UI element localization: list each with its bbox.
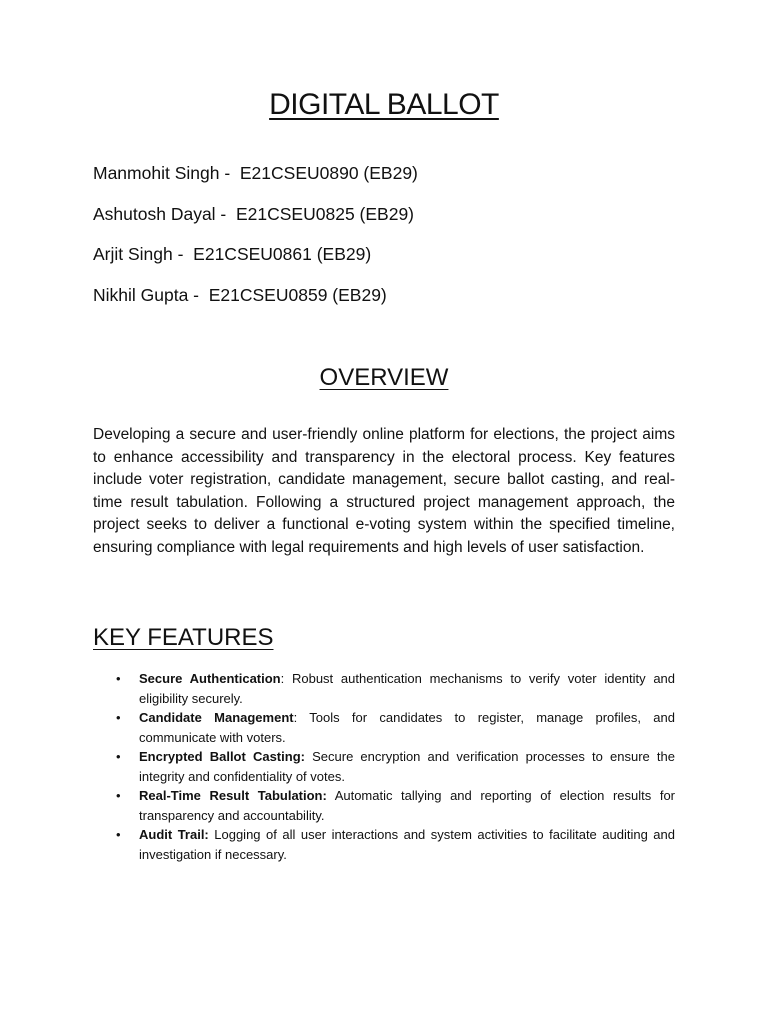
team-member: Nikhil Gupta - E21CSEU0859 (EB29) [93,284,387,305]
bullet-icon: • [116,710,121,725]
feature-description: : Robust authentication mechanisms to verify voter identity and eligibility securely. [139,671,676,706]
overview-paragraph: Developing a secure and user-friendly online platform for elections, the project aims to enhance accessibility and transparency in the electoral process. Key features include voter registration, candidate management, secure ballot casting, and real-time result tabulation. Following a structured project management approach, the project seeks to deliver a functional e-voting system within the specified timeline, ensuring compliance with legal requirements and high levels of user satisfaction. [93,426,675,556]
bullet-icon: • [116,749,121,764]
document-title: DIGITAL BALLOT [269,88,499,121]
feature-item [116,786,675,825]
team-member: Arjit Singh - E21CSEU0861 (EB29) [93,244,372,264]
feature-item [116,708,675,747]
feature-term: Candidate Management [139,710,294,725]
team-members-list [93,160,418,322]
feature-description: Automatic tallying and reporting of election results for transparency and accountability. [139,788,675,823]
bullet-icon: • [116,788,121,803]
feature-item [116,825,675,864]
feature-term: Secure Authentication [139,671,281,686]
team-member: Ashutosh Dayal - E21CSEU0825 (EB29) [93,203,414,224]
overview-heading: OVERVIEW [319,364,449,391]
feature-term: Real-Time Result Tabulation: [139,788,327,803]
team-member: Manmohit Singh - E21CSEU0890 (EB29) [93,163,418,183]
feature-description: : Tools for candidates to register, manage profiles, and communicate with voters. [139,710,675,745]
feature-item [116,669,676,708]
key-features-list [116,669,676,864]
feature-description: Logging of all user interactions and system activities to facilitate auditing and investigation if necessary. [139,827,675,862]
feature-description: Secure encryption and verification processes to ensure the integrity and confidentiality of votes. [139,749,675,784]
feature-item [116,747,675,786]
feature-term: Encrypted Ballot Casting: [139,749,305,764]
bullet-icon: • [116,671,121,686]
feature-term: Audit Trail: [139,827,209,842]
key-features-heading: KEY FEATURES [93,624,274,651]
bullet-icon: • [116,827,121,842]
